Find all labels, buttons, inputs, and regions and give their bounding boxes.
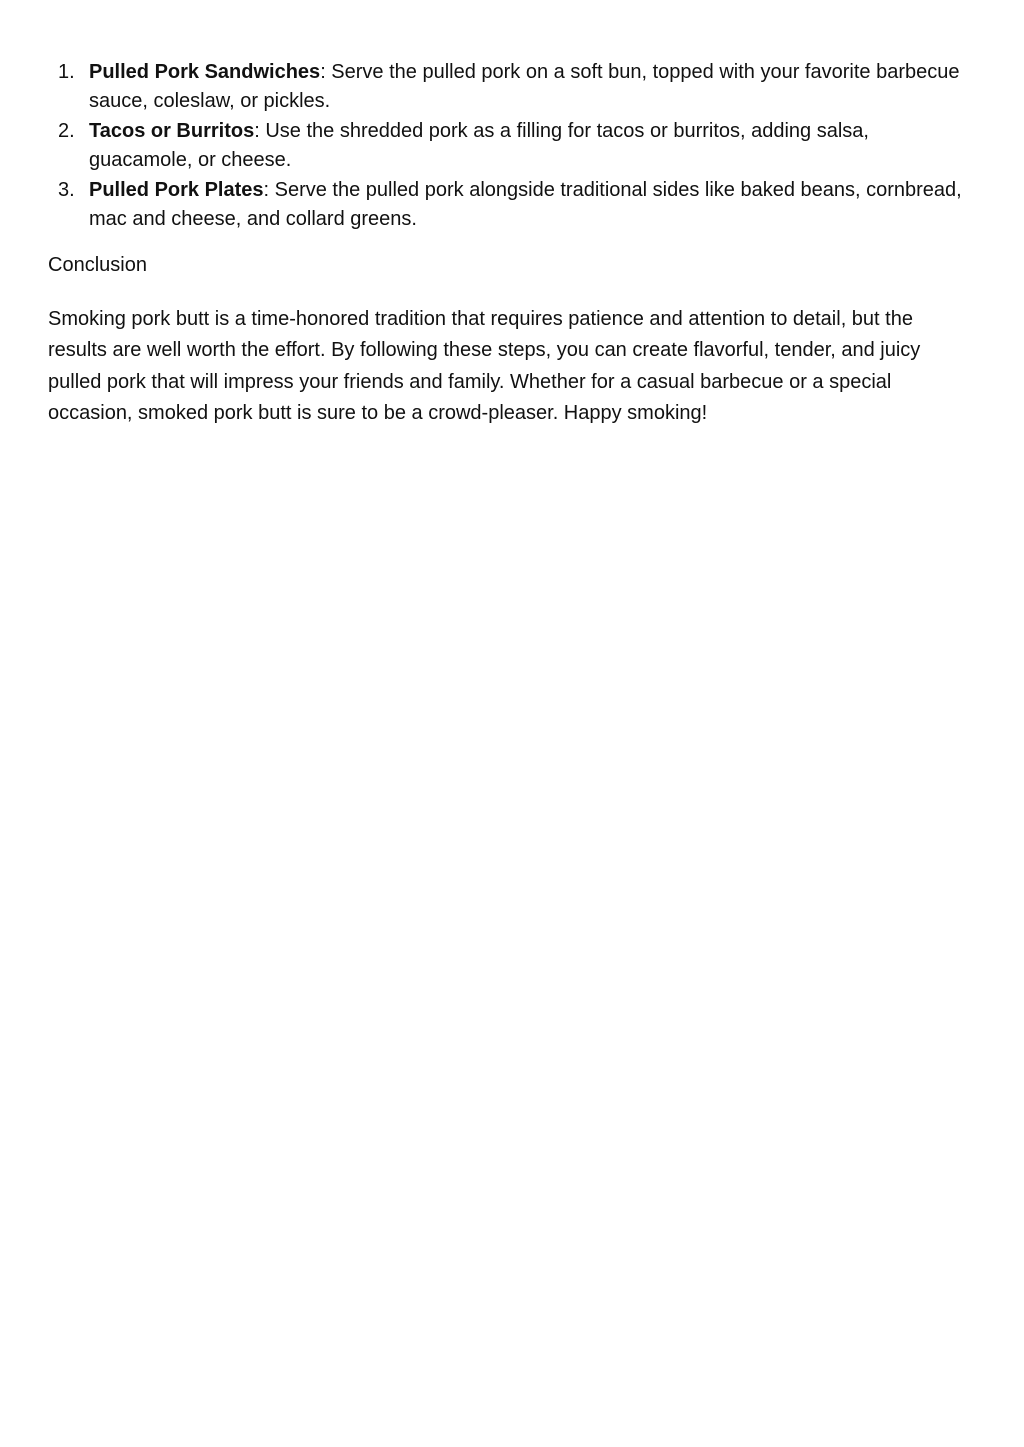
list-item	[48, 176, 968, 234]
list-item	[48, 58, 968, 116]
document-page	[48, 0, 968, 424]
list-item	[48, 117, 968, 175]
list-item-title: Pulled Pork Sandwiches	[89, 61, 321, 83]
conclusion-paragraph: Smoking pork butt is a time-honored tradition that requires patience and attention to detail, but the results are well worth the effort. By following these steps, you can create flavorful, tender, and juicy pulled pork that will impress your friends and family. Whether for a casual barbecue or a special occasion, smoked pork butt is sure to be a crowd-pleaser. Happy smoking!	[48, 308, 921, 424]
list-item-number: 2.	[58, 120, 75, 142]
list-item-text: : Use the shredded pork as a filling for tacos or burritos, adding salsa, guacamole, or cheese.	[89, 120, 869, 171]
serving-ideas-list	[48, 58, 968, 234]
list-item-text: : Serve the pulled pork alongside traditional sides like baked beans, cornbread, mac and cheese, and collard greens.	[89, 179, 962, 230]
conclusion-heading: Conclusion	[48, 254, 147, 276]
list-item-title: Pulled Pork Plates	[89, 179, 264, 201]
list-item-title: Tacos or Burritos	[89, 120, 255, 142]
list-item-text: : Serve the pulled pork on a soft bun, topped with your favorite barbecue sauce, coleslaw, or pickles.	[89, 61, 960, 112]
list-item-number: 1.	[58, 61, 75, 83]
list-item-number: 3.	[58, 179, 75, 201]
